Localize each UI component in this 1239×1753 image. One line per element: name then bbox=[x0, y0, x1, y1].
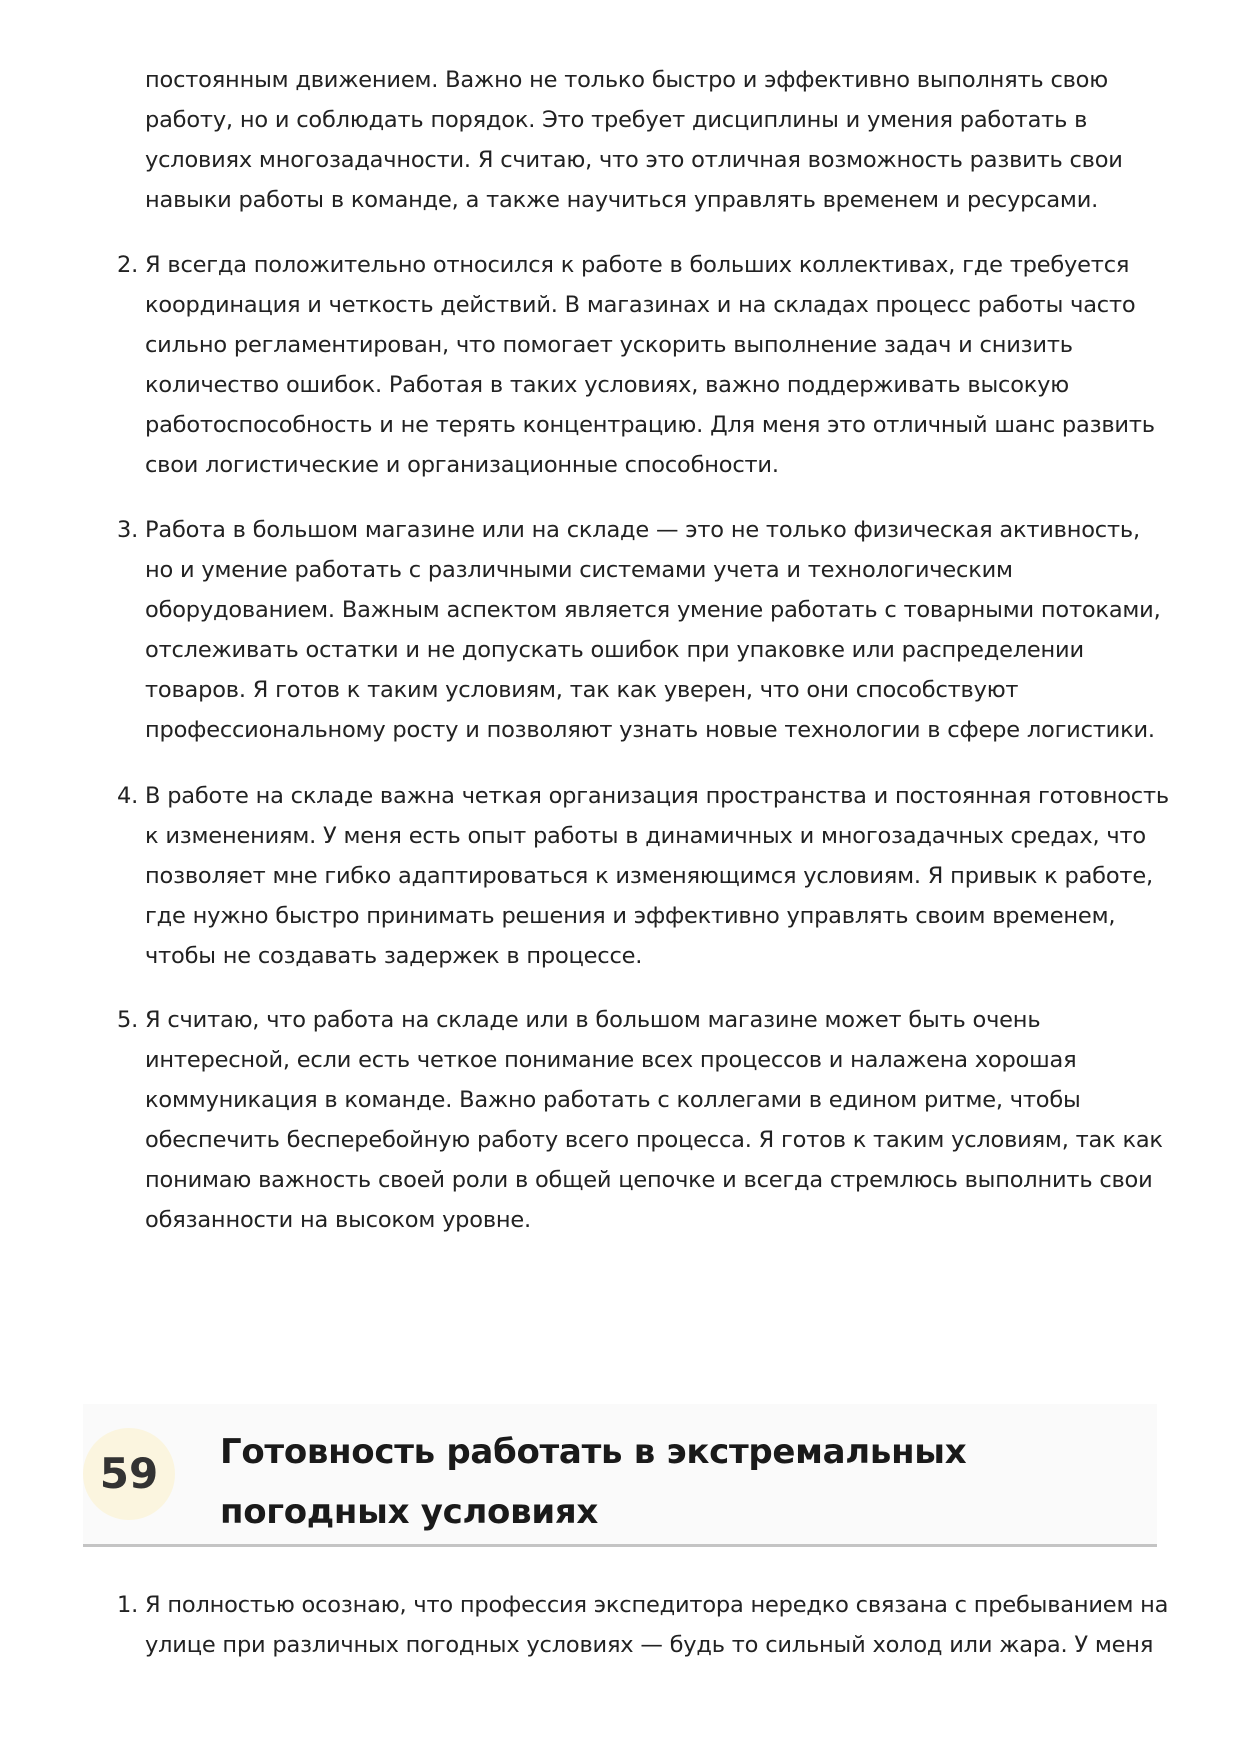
section-number-badge: 59 bbox=[83, 1428, 175, 1520]
list-item-text: Я считаю, что работа на складе или в большом магазине может быть очень интересной, если есть четкое понимание всех процессов и налажена хорошая коммуникация в команде. Важно работать с коллегами в едином ритме, чтобы обеспечить бесперебойную работу всего процесса. Я готов к таким условиям, так как понимаю важность своей роли в общей цепочке и всегда стремлюсь выполнить свои обязанности на высоком уровне. bbox=[145, 1007, 1163, 1233]
list-item-text: Работа в большом магазине или на складе — это не только физическая активность, но и умение работать с различными системами учета и технологическим оборудованием. Важным аспектом является умение работать с товарными потоками, отслеживать остатки и не допускать ошибок при упаковке или распределении товаров. Я готов к таким условиям, так как уверен, что они способствуют профессиональному росту и позволяют узнать новые технологии в сфере логистики. bbox=[145, 517, 1161, 743]
list-item bbox=[117, 245, 1170, 485]
list-item-text: В работе на складе важна четкая организация пространства и постоянная готовность к изменениям. У меня есть опыт работы в динамичных и многозадачных средах, что позволяет мне гибко адаптироваться к изменяющимся условиям. Я привык к работе, где нужно быстро принимать решения и эффективно управлять своим временем, чтобы не создавать задержек в процессе. bbox=[145, 783, 1169, 969]
list-item bbox=[117, 510, 1170, 750]
list-item bbox=[117, 1585, 1170, 1665]
list-item-number: 2. bbox=[117, 252, 139, 278]
list-item bbox=[117, 1000, 1170, 1240]
section-title: Готовность работать в экстремальных погодных условиях bbox=[220, 1432, 967, 1532]
continuation-paragraph: постоянным движением. Важно не только быстро и эффективно выполнять свою работу, но и соблюдать порядок. Это требует дисциплины и умения работать в условиях многозадачности. Я считаю, что это отличная возможность развить свои навыки работы в команде, а также научиться управлять временем и ресурсами. bbox=[145, 67, 1123, 213]
list-item-text: Я полностью осознаю, что профессия экспедитора нередко связана с пребыванием на улице при различных погодных условиях — будь то сильный холод или жара. У меня bbox=[145, 1592, 1169, 1658]
list-item-text: Я всегда положительно относился к работе в больших коллективах, где требуется координация и четкость действий. В магазинах и на складах процесс работы часто сильно регламентирован, что помогает ускорить выполнение задач и снизить количество ошибок. Работая в таких условиях, важно поддерживать высокую работоспособность и не терять концентрацию. Для меня это отличный шанс развить свои логистические и организационные способности. bbox=[145, 252, 1155, 478]
list-item-number: 4. bbox=[117, 783, 139, 809]
list-item-number: 5. bbox=[117, 1007, 139, 1033]
list-item-number: 3. bbox=[117, 517, 139, 543]
list-item bbox=[117, 776, 1170, 976]
section-header bbox=[83, 1404, 1157, 1547]
list-item-number: 1. bbox=[117, 1592, 139, 1618]
